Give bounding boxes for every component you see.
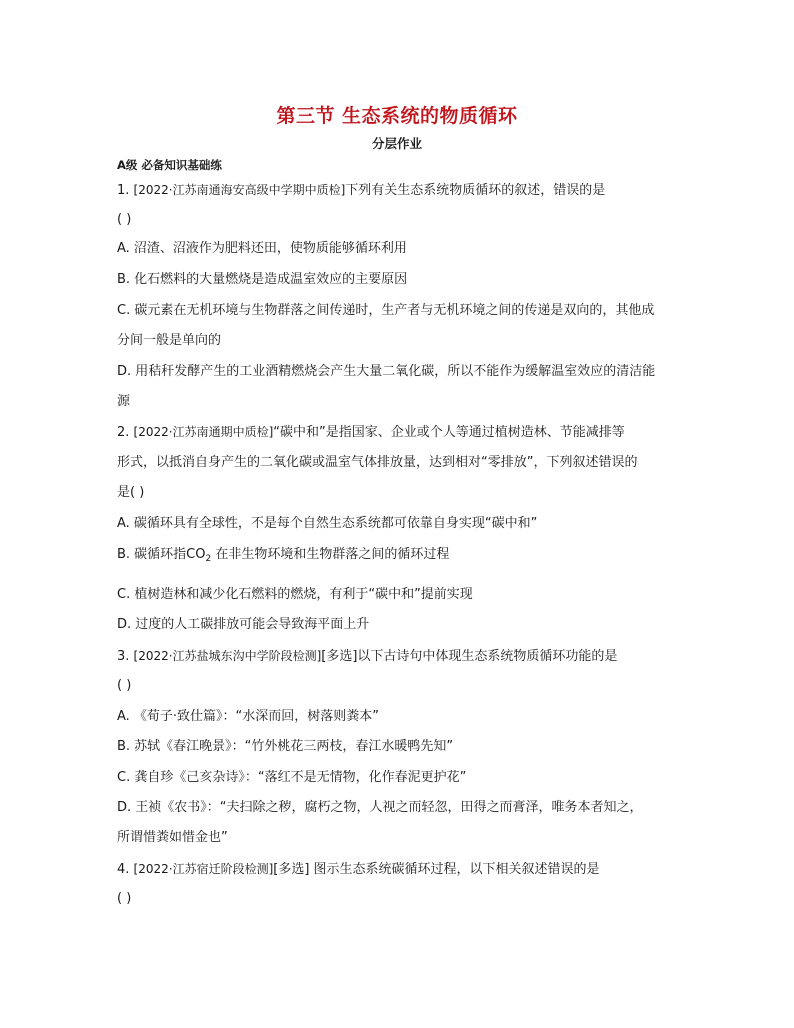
option-d: D. 过度的人工碳排放可能会导致海平面上升 bbox=[117, 617, 370, 632]
subscript: 2 bbox=[205, 554, 212, 564]
question-2-stem-line-2: 形式，以抵消自身产生的二氧化碳或温室气体排放量，达到相对“零排放”，下列叙述错误的 bbox=[117, 455, 638, 470]
question-number: 1. bbox=[117, 183, 130, 198]
option-a: A. 沼渣、沼液作为肥料还田，使物质能够循环利用 bbox=[117, 241, 407, 256]
answer-blank: ( ) bbox=[117, 891, 132, 906]
question-number: 3. bbox=[117, 649, 130, 664]
option-d-continued: 源 bbox=[117, 394, 131, 409]
option-b-text: B. 碳循环指CO bbox=[117, 547, 206, 562]
option-b: B. 化石燃料的大量燃烧是造成温室效应的主要原因 bbox=[117, 272, 408, 287]
option-c-continued: 分间一般是单向的 bbox=[117, 333, 222, 348]
option-d-continued: 所谓惜粪如惜金也” bbox=[117, 830, 228, 845]
option-c: C. 植树造林和减少化石燃料的燃烧，有利于“碳中和”提前实现 bbox=[117, 587, 473, 602]
section-heading: A级 必备知识基础练 bbox=[117, 158, 222, 172]
page-title: 第三节 生态系统的物质循环 bbox=[276, 105, 518, 127]
answer-blank: ( ) bbox=[117, 678, 132, 693]
option-a: A. 《荀子·致仕篇》：“水深而回，树落则粪本” bbox=[117, 709, 380, 724]
question-number: 4. bbox=[117, 862, 130, 877]
question-text: “碳中和”是指国家、企业或个人等通过植树造林、节能减排等 bbox=[273, 425, 625, 440]
question-1-stem bbox=[117, 181, 605, 200]
option-c: C. 碳元素在无机环境与生物群落之间传递时，生产者与无机环境之间的传递是双向的，其他成 bbox=[117, 303, 655, 318]
question-text: 下列有关生态系统物质循环的叙述，错误的是 bbox=[345, 183, 606, 198]
question-2-stem-line-3: 是( ) bbox=[117, 485, 145, 500]
option-b-text-rest: 在非生物环境和生物群落之间的循环过程 bbox=[211, 547, 450, 562]
question-source: [2022·江苏南通期中质检] bbox=[133, 425, 274, 439]
option-a: A. 碳循环具有全球性，不是每个自然生态系统都可依靠自身实现“碳中和” bbox=[117, 516, 538, 531]
question-2-stem bbox=[117, 423, 625, 442]
option-d: D. 王祯《农书》：“夫扫除之秽，腐朽之物，人视之而轻忽，田得之而膏泽，唯务本者知之， bbox=[117, 800, 643, 815]
question-4-stem bbox=[117, 860, 600, 879]
question-text: [多选]以下古诗句中体现生态系统物质循环功能的是 bbox=[321, 649, 618, 664]
question-number: 2. bbox=[117, 425, 130, 440]
option-b bbox=[117, 546, 449, 568]
question-source: [2022·江苏宿迁阶段检测] bbox=[133, 862, 274, 876]
question-source: [2022·江苏南通海安高级中学期中质检] bbox=[133, 183, 346, 197]
option-b: B. 苏轼《春江晚景》：“竹外桃花三两枝，春江水暖鸭先知” bbox=[117, 739, 454, 754]
question-source: [2022·江苏盐城东沟中学阶段检测] bbox=[133, 649, 322, 663]
page-subtitle: 分层作业 bbox=[371, 136, 422, 151]
answer-blank: ( ) bbox=[117, 212, 132, 227]
option-c: C. 龚自珍《己亥杂诗》：“落红不是无情物，化作春泥更护花” bbox=[117, 770, 467, 785]
option-d: D. 用秸秆发酵产生的工业酒精燃烧会产生大量二氧化碳，所以不能作为缓解温室效应的清洁能 bbox=[117, 364, 656, 379]
question-3-stem bbox=[117, 647, 617, 666]
question-text: [多选] 图示生态系统碳循环过程，以下相关叙述错误的是 bbox=[273, 862, 600, 877]
